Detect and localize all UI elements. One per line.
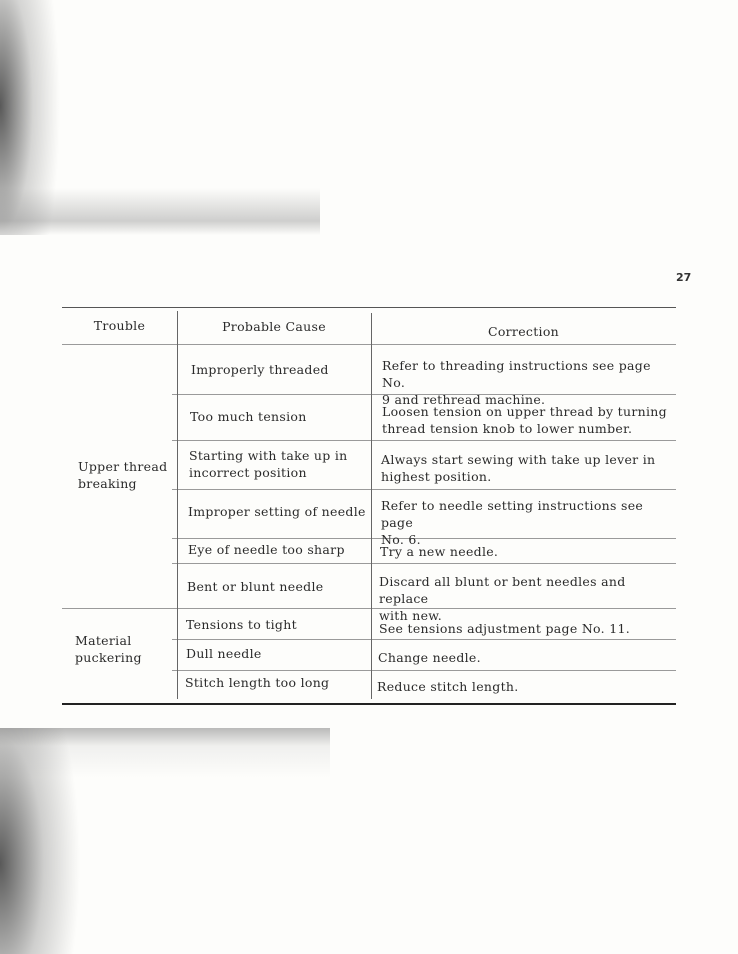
correction-cell: Refer to threading instructions see page No. 9 and rethread machine. bbox=[382, 358, 651, 407]
correction-cell: Refer to needle setting instructions see page No. 6. bbox=[381, 498, 644, 547]
row-divider bbox=[172, 489, 676, 490]
cause-cell: Improper setting of needle bbox=[188, 504, 366, 519]
cause-cell: Stitch length too long bbox=[185, 675, 330, 690]
correction-cell: See tensions adjustment page No. 11. bbox=[379, 621, 630, 636]
cause-cell: Tensions to tight bbox=[186, 617, 297, 632]
column-divider bbox=[371, 313, 372, 699]
correction-cell: Try a new needle. bbox=[380, 544, 499, 559]
cause-cell: Bent or blunt needle bbox=[187, 579, 324, 594]
table-bottom-rule bbox=[62, 703, 676, 705]
correction-cell: Always start sewing with take up lever in highest position. bbox=[381, 452, 656, 484]
page-number: 27 bbox=[676, 271, 692, 284]
cause-cell: Too much tension bbox=[190, 409, 307, 424]
header-cause: Probable Cause bbox=[222, 319, 326, 334]
correction-cell: Reduce stitch length. bbox=[377, 679, 519, 694]
header-correction: Correction bbox=[487, 324, 560, 339]
header-rule bbox=[62, 344, 676, 345]
row-divider bbox=[172, 563, 676, 564]
cause-cell: Improperly threaded bbox=[191, 362, 329, 377]
row-divider bbox=[172, 440, 676, 441]
troubleshooting-table bbox=[62, 307, 676, 705]
scan-shadow-top bbox=[0, 0, 320, 235]
column-divider bbox=[177, 311, 178, 699]
cause-cell: Eye of needle too sharp bbox=[188, 542, 345, 557]
row-divider bbox=[172, 639, 676, 640]
trouble-upper-thread: Upper thread breaking bbox=[78, 459, 168, 491]
cause-cell: Starting with take up in incorrect position bbox=[189, 448, 348, 480]
correction-cell: Discard all blunt or bent needles and replace with new. bbox=[379, 574, 626, 623]
trouble-material-puckering: Material puckering bbox=[75, 633, 142, 665]
correction-cell: Loosen tension on upper thread by turning thread tension knob to lower number. bbox=[382, 404, 667, 436]
header-trouble: Trouble bbox=[93, 318, 146, 333]
row-divider bbox=[172, 670, 676, 671]
correction-cell: Change needle. bbox=[378, 650, 481, 665]
scan-shadow-bottom bbox=[0, 728, 330, 954]
table-top-rule bbox=[62, 307, 676, 308]
cause-cell: Dull needle bbox=[186, 646, 262, 661]
